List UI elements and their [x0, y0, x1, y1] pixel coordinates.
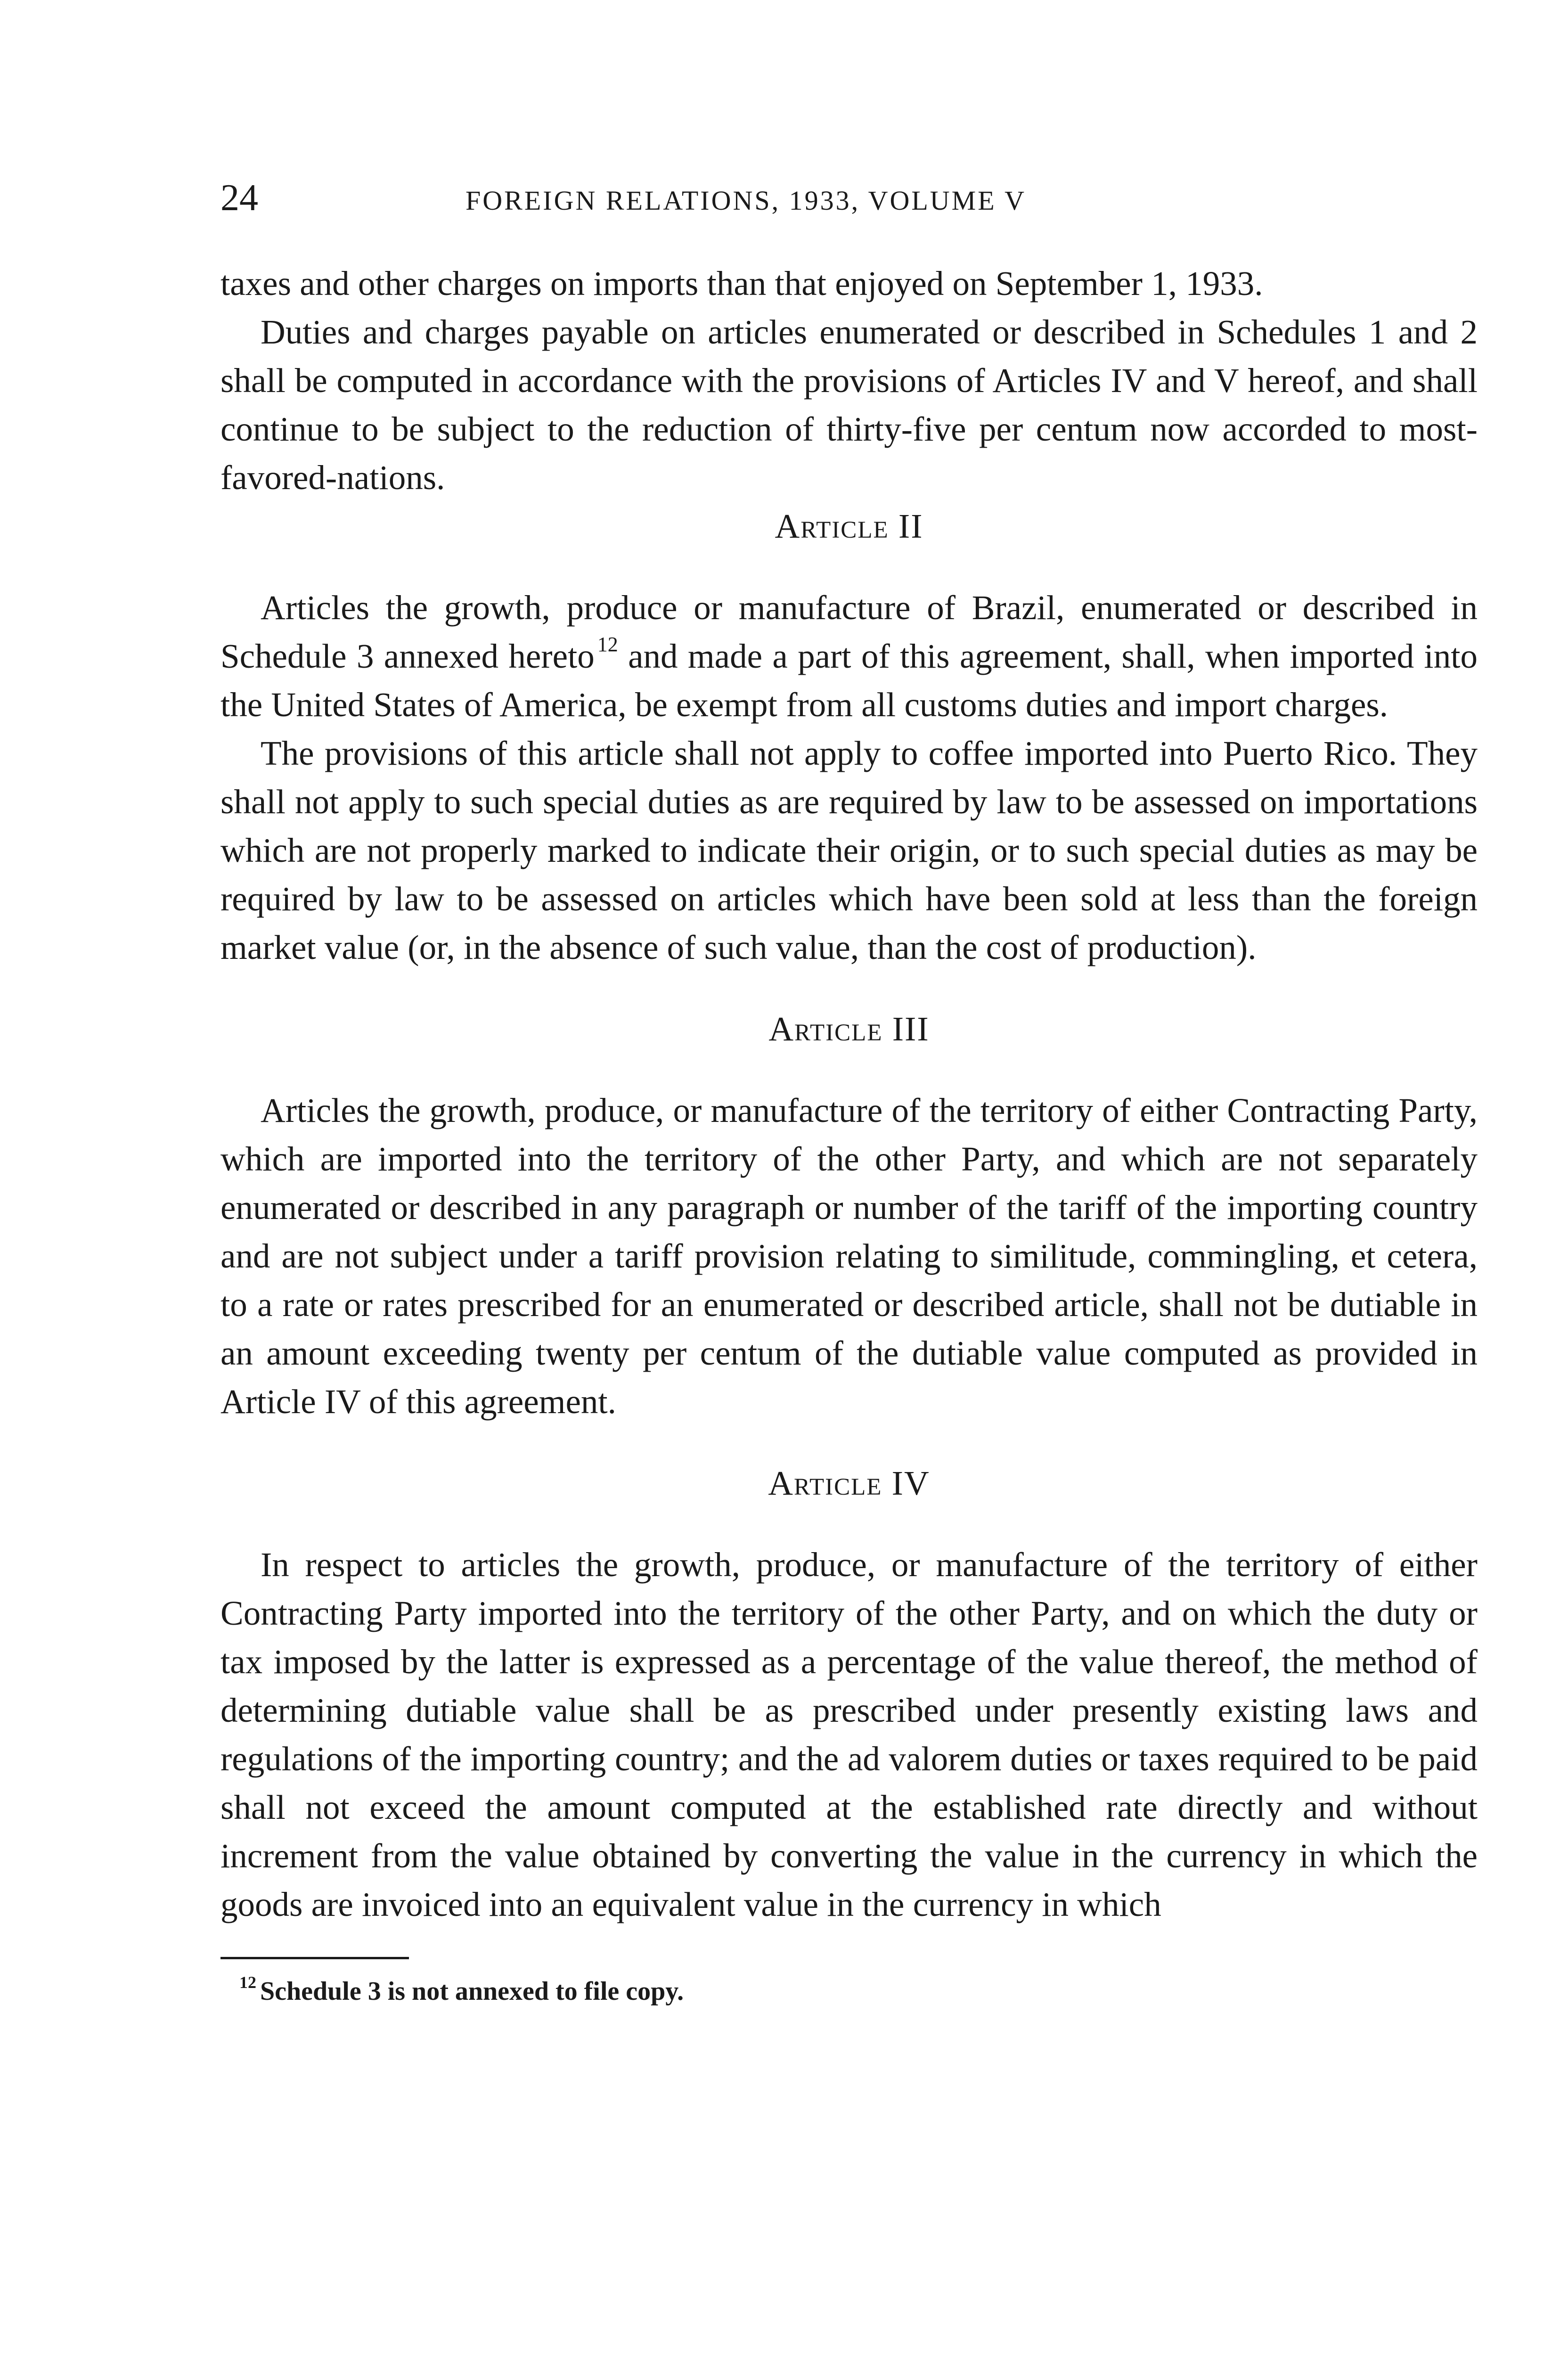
page-number: 24 [220, 177, 258, 219]
running-title: FOREIGN RELATIONS, 1933, VOLUME V [466, 185, 1026, 216]
article-heading: Article II [775, 507, 923, 545]
paragraph [220, 583, 1478, 729]
footnote-text: Schedule 3 is not annexed to file copy. [260, 1977, 684, 2006]
paragraph: Duties and charges payable on articles enumerated or described in Schedules 1 and 2 shall be computed in accordance with the provisions of Articles IV and V hereof, and shall continue to be subject to the reduction of thirty-five per centum now accorded to most-favored-nations. [220, 313, 1478, 497]
footnote-marker: 12 [239, 1972, 256, 1992]
footnote [220, 1972, 1478, 2010]
paragraph-text: and made a part of this agreement, shall, when imported into the United States of America, be exempt from all customs duties and import charges. [220, 637, 1478, 724]
paragraph: taxes and other charges on imports than that enjoyed on September 1, 1933. [220, 264, 1263, 303]
paragraph-text: Articles the growth, produce or manufacture of Brazil, enumerated or described in Schedule 3 annexed hereto [220, 589, 1478, 675]
footnote-reference[interactable]: 12 [597, 632, 618, 656]
article-heading: Article IV [768, 1464, 930, 1502]
footnote-divider [220, 1957, 409, 1959]
paragraph: In respect to articles the growth, produce, or manufacture of the territory of either Contracting Party imported into the territory of the other Party, and on which the duty or tax imposed by the latter is expressed as a percentage of the value thereof, the method of determining dutiable value shall be as prescribed under presently existing laws and regulations of the importing country; and the ad valorem duties or taxes required to be paid shall not exceed the amount computed at the established rate directly and without increment from the value obtained by converting the value in the currency in which the goods are invoiced into an equivalent value in the currency in which [220, 1546, 1478, 1923]
body-text [220, 259, 1478, 1929]
running-head [220, 174, 1478, 226]
document-page [220, 174, 1478, 2010]
paragraph: The provisions of this article shall not apply to coffee imported into Puerto Rico. They shall not apply to such special duties as are required by law to be assessed on importations which are not properly marked to indicate their origin, or to such special duties as may be required by law to be assessed on articles which have been sold at less than the foreign market value (or, in the absence of such value, than the cost of production). [220, 734, 1478, 966]
paragraph: Articles the growth, produce, or manufacture of the territory of either Contracting Party, which are imported into the territory of the other Party, and which are not separately enumerated or described in any paragraph or number of the tariff of the importing country and are not subject under a tariff provision relating to similitude, commingling, et cetera, to a rate or rates prescribed for an enumerated or described article, shall not be dutiable in an amount exceeding twenty per centum of the dutiable value computed as provided in Article IV of this agreement. [220, 1091, 1478, 1421]
article-heading: Article III [768, 1010, 930, 1048]
